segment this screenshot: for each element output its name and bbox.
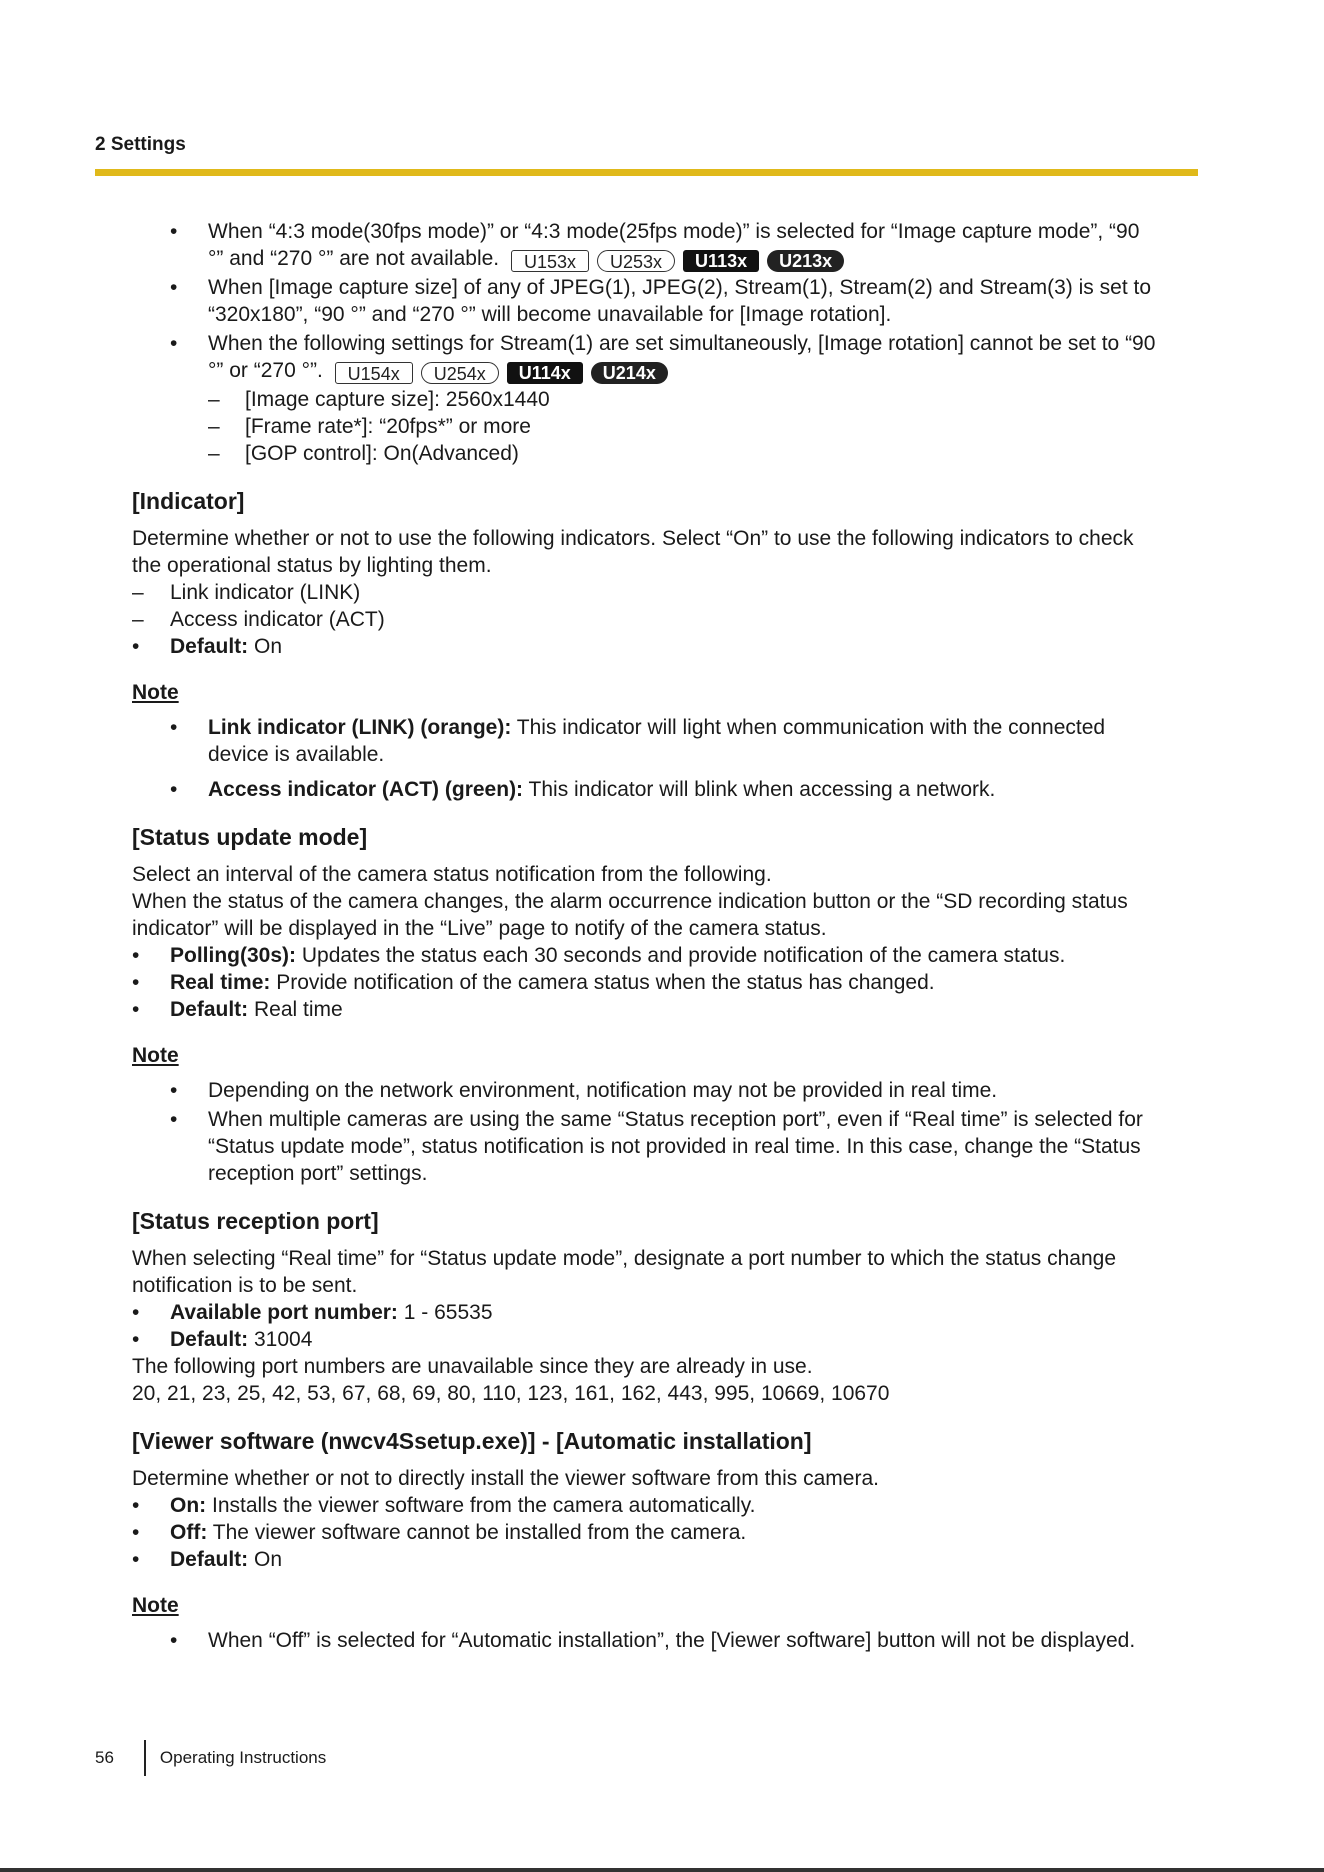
bullet-marker: • (170, 1079, 178, 1102)
bullet-marker: • (132, 1494, 140, 1517)
dash-marker: – (132, 581, 144, 604)
bullet-marker: • (132, 635, 140, 658)
bullet-item (132, 1492, 1204, 1519)
bullet-text: °” or “270 °”. (208, 359, 323, 382)
paragraph-text: Select an interval of the camera status notification from the following. (132, 863, 772, 886)
bullet-item (132, 1519, 1204, 1546)
note-item (132, 714, 1204, 768)
note-text: “Status update mode”, status notification is not provided in real time. In this case, change the “Status (208, 1135, 1141, 1158)
model-badge: U153x (511, 250, 589, 272)
note-item (132, 776, 1204, 803)
dash-text: Link indicator (LINK) (170, 581, 361, 604)
note-text: This indicator will light when communication with the connected (511, 716, 1106, 739)
bullet-item (132, 969, 1204, 996)
bullet-item (132, 218, 1204, 272)
option-label: Real time: (170, 971, 271, 994)
model-badges (511, 250, 844, 272)
model-badge: U214x (591, 362, 668, 384)
note-item (132, 1627, 1204, 1654)
bullet-marker: • (170, 220, 178, 243)
dash-item (132, 606, 1204, 633)
document-title: Operating Instructions (159, 1748, 327, 1767)
bullet-item (132, 996, 1204, 1023)
default-value: Real time (248, 998, 343, 1021)
page-content (132, 218, 1204, 1654)
model-badge: U253x (597, 250, 675, 272)
note-text: reception port” settings. (208, 1162, 428, 1185)
bullet-text: “320x180”, “90 °” and “270 °” will become unavailable for [Image rotation]. (208, 303, 892, 326)
bullet-marker: • (132, 1328, 140, 1351)
section-header: 2 Settings (95, 134, 186, 155)
bullet-item (132, 274, 1204, 328)
default-value: 31004 (248, 1328, 313, 1351)
bullet-marker: • (170, 1108, 178, 1131)
dash-item (132, 440, 1204, 467)
note-term: Access indicator (ACT) (green): (208, 778, 524, 801)
model-badge: U114x (507, 362, 583, 384)
bullet-item (132, 1299, 1204, 1326)
bullet-item (132, 1326, 1204, 1353)
bullet-marker: • (132, 971, 140, 994)
dash-text: Access indicator (ACT) (170, 608, 385, 631)
default-value: On (248, 635, 283, 658)
bullet-text: °” and “270 °” are not available. (208, 247, 500, 270)
bullet-marker: • (170, 332, 178, 355)
option-text: The viewer software cannot be installed from the camera. (207, 1521, 747, 1544)
default-value: On (248, 1548, 283, 1571)
paragraph-text: When the status of the camera changes, the alarm occurrence indication button or the “SD recording status (132, 890, 1128, 913)
section-heading: [Viewer software (nwcv4Ssetup.exe)] - [Automatic installation] (132, 1428, 812, 1454)
note-heading: Note (132, 1044, 179, 1067)
paragraph-text: The following port numbers are unavailable since they are already in use. (132, 1355, 813, 1378)
note-text: This indicator will blink when accessing a network. (523, 778, 996, 801)
option-text: Updates the status each 30 seconds and provide notification of the camera status. (296, 944, 1066, 967)
option-label: Polling(30s): (170, 944, 297, 967)
section-heading: [Status reception port] (132, 1208, 379, 1234)
note-term: Link indicator (LINK) (orange): (208, 716, 512, 739)
model-badge: U254x (421, 362, 499, 384)
dash-marker: – (208, 388, 220, 411)
paragraph-text: the operational status by lighting them. (132, 554, 492, 577)
note-item (132, 1077, 1204, 1104)
bullet-marker: • (132, 1548, 140, 1571)
paragraph-text: When selecting “Real time” for “Status update mode”, designate a port number to which the status change (132, 1247, 1117, 1270)
dash-item (132, 579, 1204, 606)
bullet-marker: • (132, 944, 140, 967)
note-heading: Note (132, 681, 179, 704)
paragraph-text: Determine whether or not to directly install the viewer software from this camera. (132, 1467, 879, 1490)
dash-text: [Image capture size]: 2560x1440 (245, 388, 550, 411)
note-text: When “Off” is selected for “Automatic installation”, the [Viewer software] button will not be displayed. (208, 1629, 1136, 1652)
bullet-marker: • (170, 778, 178, 801)
option-text: Installs the viewer software from the camera automatically. (206, 1494, 756, 1517)
bullet-marker: • (170, 276, 178, 299)
available-port-label: Available port number: (170, 1301, 398, 1324)
bullet-item (132, 633, 1204, 660)
model-badge: U154x (335, 362, 413, 384)
default-label: Default: (170, 1548, 249, 1571)
bullet-marker: • (170, 1629, 178, 1652)
bullet-text: When [Image capture size] of any of JPEG(1), JPEG(2), Stream(1), Stream(2) and Stream(3) is set to (208, 276, 1152, 299)
bullet-marker: • (132, 998, 140, 1021)
dash-item (132, 386, 1204, 413)
bullet-item (132, 942, 1204, 969)
note-item (132, 1106, 1204, 1187)
paragraph-text: Determine whether or not to use the following indicators. Select “On” to use the following indicators to check (132, 527, 1134, 550)
section-heading: [Indicator] (132, 488, 245, 514)
bullet-marker: • (132, 1301, 140, 1324)
available-port-value: 1 - 65535 (397, 1301, 493, 1324)
footer-separator (144, 1740, 146, 1776)
note-text: Depending on the network environment, notification may not be provided in real time. (208, 1079, 998, 1102)
paragraph-text: indicator” will be displayed in the “Live” page to notify of the camera status. (132, 917, 827, 940)
bullet-item (132, 330, 1204, 384)
bullet-text: When the following settings for Stream(1) are set simultaneously, [Image rotation] cannot be set to “90 (208, 332, 1156, 355)
header-rule (95, 169, 1198, 176)
dash-text: [GOP control]: On(Advanced) (245, 442, 519, 465)
option-label: Off: (170, 1521, 208, 1544)
page-footer (95, 1740, 326, 1776)
default-label: Default: (170, 998, 249, 1021)
bullet-text: When “4:3 mode(30fps mode)” or “4:3 mode(25fps mode)” is selected for “Image capture mode”, “90 (208, 220, 1140, 243)
page-number: 56 (95, 1748, 114, 1767)
option-label: On: (170, 1494, 207, 1517)
dash-marker: – (132, 608, 144, 631)
dash-text: [Frame rate*]: “20fps*” or more (245, 415, 531, 438)
note-heading: Note (132, 1594, 179, 1617)
option-text: Provide notification of the camera status when the status has changed. (270, 971, 935, 994)
note-text: When multiple cameras are using the same “Status reception port”, even if “Real time” is selected for (208, 1108, 1143, 1131)
note-text: device is available. (208, 743, 385, 766)
default-label: Default: (170, 1328, 249, 1351)
bullet-marker: • (170, 716, 178, 739)
default-label: Default: (170, 635, 249, 658)
dash-marker: – (208, 442, 220, 465)
bottom-edge (0, 1868, 1324, 1872)
model-badge: U113x (683, 250, 759, 272)
model-badge: U213x (767, 250, 844, 272)
bullet-marker: • (132, 1521, 140, 1544)
dash-item (132, 413, 1204, 440)
paragraph-text: notification is to be sent. (132, 1274, 358, 1297)
section-heading: [Status update mode] (132, 824, 368, 850)
model-badges (335, 362, 668, 384)
dash-marker: – (208, 415, 220, 438)
bullet-item (132, 1546, 1204, 1573)
unavailable-port-list: 20, 21, 23, 25, 42, 53, 67, 68, 69, 80, 110, 123, 161, 162, 443, 995, 10669, 10670 (132, 1382, 890, 1405)
